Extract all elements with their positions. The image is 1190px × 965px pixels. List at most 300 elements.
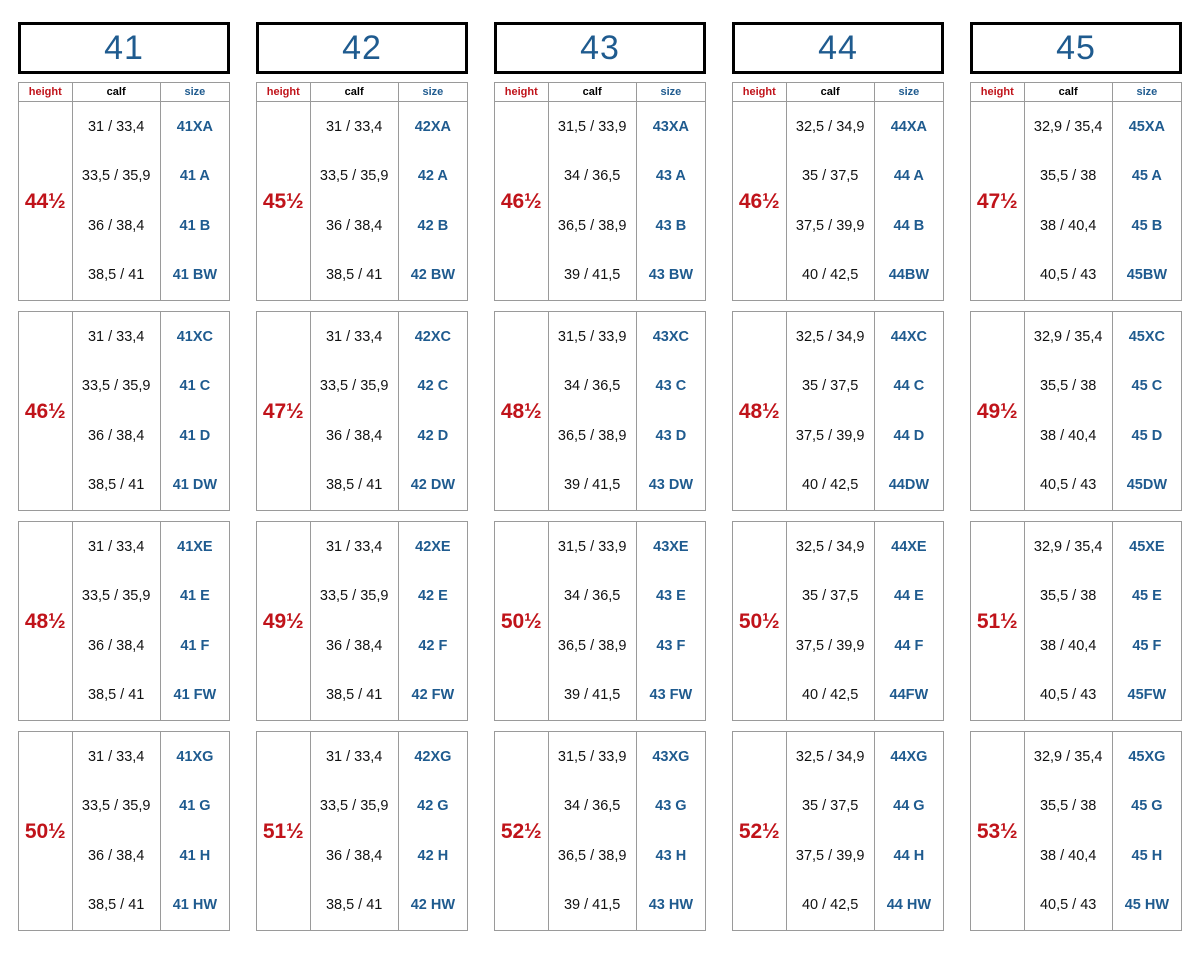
- table-row: [311, 572, 467, 622]
- cell-calf: 33,5 / 35,9: [73, 782, 161, 832]
- size-block: [970, 521, 1182, 721]
- cell-size: 45FW: [1127, 687, 1167, 704]
- cell-size: 43XC: [652, 328, 689, 345]
- table-row: [73, 251, 229, 301]
- table-row: [73, 881, 229, 931]
- size-block: [256, 521, 468, 721]
- cell-calf: 40,5 / 43: [1025, 881, 1113, 931]
- cell-calf: 31 / 33,4: [311, 102, 399, 152]
- block-rows: [787, 102, 943, 300]
- cell-size: 43XE: [653, 538, 689, 555]
- block-rows: [787, 312, 943, 510]
- size-block: [18, 731, 230, 931]
- header-height: height: [495, 83, 549, 101]
- cell-size: 41 HW: [172, 897, 218, 914]
- cell-calf: 34 / 36,5: [549, 152, 637, 202]
- cell-size: 44 H: [893, 847, 925, 864]
- cell-calf: 36 / 38,4: [73, 831, 161, 881]
- block-height-value: 48½: [738, 399, 780, 423]
- cell-calf: 39 / 41,5: [549, 461, 637, 511]
- cell-calf: 36 / 38,4: [311, 831, 399, 881]
- block-height-cell: [971, 522, 1025, 720]
- header-size: size: [898, 86, 920, 98]
- cell-calf: 36 / 38,4: [73, 411, 161, 461]
- cell-size: 44FW: [889, 687, 929, 704]
- block-height-value: 46½: [738, 189, 780, 213]
- cell-calf: 37,5 / 39,9: [787, 201, 875, 251]
- table-row: [549, 522, 705, 572]
- table-row: [1025, 522, 1181, 572]
- block-rows: [549, 102, 705, 300]
- cell-calf: 36,5 / 38,9: [549, 621, 637, 671]
- table-row: [787, 522, 943, 572]
- size-column-43: [494, 22, 706, 931]
- cell-size: 42 DW: [410, 477, 456, 494]
- cell-calf: 35 / 37,5: [787, 362, 875, 412]
- block-height-cell: [257, 102, 311, 300]
- cell-size: 44 D: [893, 427, 925, 444]
- cell-size: 43 G: [655, 798, 687, 815]
- header-height: height: [971, 83, 1025, 101]
- table-row: [787, 251, 943, 301]
- table-row: [1025, 411, 1181, 461]
- table-row: [1025, 572, 1181, 622]
- cell-size: 44 HW: [886, 897, 932, 914]
- block-rows: [311, 522, 467, 720]
- size-block: [256, 101, 468, 301]
- table-row: [549, 201, 705, 251]
- column-header-row: [18, 82, 230, 101]
- cell-calf: 36 / 38,4: [311, 201, 399, 251]
- cell-size: 42 C: [417, 378, 449, 395]
- block-height-cell: [19, 522, 73, 720]
- block-height-value: 49½: [262, 609, 304, 633]
- size-block: [494, 521, 706, 721]
- cell-size: 43 HW: [648, 897, 694, 914]
- header-calf: calf: [73, 83, 161, 101]
- cell-size: 41 A: [179, 168, 210, 185]
- table-row: [1025, 732, 1181, 782]
- block-height-cell: [19, 312, 73, 510]
- size-header-box: [18, 22, 230, 74]
- table-row: [73, 522, 229, 572]
- table-row: [787, 732, 943, 782]
- size-block: [18, 311, 230, 511]
- block-height-cell: [495, 732, 549, 930]
- table-row: [549, 881, 705, 931]
- size-header-label: 44: [818, 29, 858, 67]
- table-row: [549, 671, 705, 721]
- block-height-value: 47½: [976, 189, 1018, 213]
- table-row: [311, 102, 467, 152]
- block-height-value: 52½: [738, 819, 780, 843]
- cell-calf: 35 / 37,5: [787, 782, 875, 832]
- block-height-cell: [495, 102, 549, 300]
- cell-calf: 38 / 40,4: [1025, 411, 1113, 461]
- header-calf: calf: [549, 83, 637, 101]
- cell-size: 42 H: [417, 847, 449, 864]
- cell-size: 42XE: [415, 538, 451, 555]
- size-header-box: [732, 22, 944, 74]
- block-rows: [311, 102, 467, 300]
- block-height-value: 48½: [500, 399, 542, 423]
- size-block: [732, 521, 944, 721]
- cell-size: 45 F: [1132, 637, 1162, 654]
- cell-calf: 31 / 33,4: [73, 732, 161, 782]
- size-column-45: [970, 22, 1182, 931]
- table-row: [73, 621, 229, 671]
- table-row: [1025, 362, 1181, 412]
- cell-calf: 38,5 / 41: [73, 251, 161, 301]
- cell-size: 43XG: [652, 748, 690, 765]
- size-block: [970, 311, 1182, 511]
- size-column-44: [732, 22, 944, 931]
- table-row: [787, 362, 943, 412]
- cell-calf: 36 / 38,4: [311, 411, 399, 461]
- table-row: [787, 572, 943, 622]
- cell-calf: 38,5 / 41: [73, 881, 161, 931]
- table-row: [1025, 461, 1181, 511]
- cell-size: 41 FW: [173, 687, 217, 704]
- size-header-box: [494, 22, 706, 74]
- table-row: [73, 312, 229, 362]
- size-header-label: 41: [104, 29, 144, 67]
- cell-size: 42 BW: [410, 267, 456, 284]
- table-row: [73, 732, 229, 782]
- column-header-row: [732, 82, 944, 101]
- table-row: [1025, 671, 1181, 721]
- cell-size: 45 G: [1131, 798, 1163, 815]
- table-row: [549, 362, 705, 412]
- table-row: [549, 831, 705, 881]
- block-height-cell: [971, 732, 1025, 930]
- block-rows: [73, 102, 229, 300]
- block-rows: [787, 522, 943, 720]
- cell-calf: 31,5 / 33,9: [549, 522, 637, 572]
- table-row: [73, 152, 229, 202]
- size-column-41: [18, 22, 230, 931]
- cell-size: 42 B: [417, 217, 449, 234]
- cell-size: 45 E: [1131, 588, 1162, 605]
- cell-calf: 31 / 33,4: [73, 102, 161, 152]
- header-size: size: [660, 86, 682, 98]
- cell-size: 43 BW: [648, 267, 694, 284]
- block-height-cell: [971, 312, 1025, 510]
- cell-calf: 40,5 / 43: [1025, 251, 1113, 301]
- cell-calf: 40,5 / 43: [1025, 461, 1113, 511]
- cell-calf: 32,5 / 34,9: [787, 732, 875, 782]
- size-block: [732, 731, 944, 931]
- column-header-row: [970, 82, 1182, 101]
- cell-size: 43 A: [655, 168, 686, 185]
- block-height-value: 47½: [262, 399, 304, 423]
- size-column-42: [256, 22, 468, 931]
- cell-calf: 40 / 42,5: [787, 461, 875, 511]
- block-height-cell: [495, 312, 549, 510]
- cell-size: 43 B: [655, 217, 687, 234]
- block-rows: [1025, 312, 1181, 510]
- table-row: [73, 782, 229, 832]
- table-row: [311, 881, 467, 931]
- cell-calf: 40,5 / 43: [1025, 671, 1113, 721]
- cell-calf: 38,5 / 41: [73, 461, 161, 511]
- block-height-value: 52½: [500, 819, 542, 843]
- block-rows: [549, 732, 705, 930]
- block-rows: [1025, 732, 1181, 930]
- cell-calf: 32,5 / 34,9: [787, 522, 875, 572]
- table-row: [311, 782, 467, 832]
- cell-size: 41XC: [176, 328, 213, 345]
- cell-calf: 38,5 / 41: [73, 671, 161, 721]
- cell-size: 45 D: [1131, 427, 1163, 444]
- header-height: height: [733, 83, 787, 101]
- cell-size: 41XA: [176, 118, 213, 135]
- cell-calf: 31,5 / 33,9: [549, 732, 637, 782]
- cell-size: 44 A: [893, 168, 924, 185]
- size-header-box: [970, 22, 1182, 74]
- header-size: size: [1136, 86, 1158, 98]
- size-block: [732, 101, 944, 301]
- table-row: [787, 831, 943, 881]
- block-rows: [73, 732, 229, 930]
- block-rows: [311, 732, 467, 930]
- cell-size: 45 H: [1131, 847, 1163, 864]
- cell-calf: 35 / 37,5: [787, 152, 875, 202]
- table-row: [787, 312, 943, 362]
- cell-calf: 35,5 / 38: [1025, 362, 1113, 412]
- cell-size: 45BW: [1126, 267, 1168, 284]
- block-height-cell: [257, 522, 311, 720]
- cell-size: 44BW: [888, 267, 930, 284]
- cell-calf: 33,5 / 35,9: [311, 572, 399, 622]
- size-block: [970, 731, 1182, 931]
- size-block: [18, 101, 230, 301]
- cell-size: 44 B: [893, 217, 925, 234]
- cell-calf: 36,5 / 38,9: [549, 411, 637, 461]
- header-calf: calf: [311, 83, 399, 101]
- table-row: [73, 671, 229, 721]
- cell-size: 45 HW: [1124, 897, 1170, 914]
- table-row: [1025, 782, 1181, 832]
- table-row: [73, 572, 229, 622]
- size-block: [18, 521, 230, 721]
- cell-calf: 39 / 41,5: [549, 251, 637, 301]
- cell-calf: 31 / 33,4: [311, 522, 399, 572]
- cell-size: 45 C: [1131, 378, 1163, 395]
- cell-size: 45XA: [1128, 118, 1165, 135]
- block-rows: [311, 312, 467, 510]
- header-size: size: [184, 86, 206, 98]
- cell-calf: 33,5 / 35,9: [73, 572, 161, 622]
- block-height-value: 44½: [24, 189, 66, 213]
- cell-size: 41 G: [179, 798, 211, 815]
- cell-calf: 34 / 36,5: [549, 782, 637, 832]
- header-calf: calf: [1025, 83, 1113, 101]
- table-row: [549, 102, 705, 152]
- cell-calf: 32,5 / 34,9: [787, 102, 875, 152]
- cell-calf: 38,5 / 41: [311, 671, 399, 721]
- size-header-label: 43: [580, 29, 620, 67]
- table-row: [787, 102, 943, 152]
- table-row: [549, 152, 705, 202]
- cell-size: 45DW: [1126, 477, 1168, 494]
- size-block: [494, 101, 706, 301]
- table-row: [549, 621, 705, 671]
- table-row: [1025, 152, 1181, 202]
- cell-size: 41 C: [179, 378, 211, 395]
- cell-size: 44DW: [888, 477, 930, 494]
- block-height-value: 45½: [262, 189, 304, 213]
- table-row: [1025, 201, 1181, 251]
- table-row: [73, 461, 229, 511]
- table-row: [549, 251, 705, 301]
- cell-size: 43 H: [655, 847, 687, 864]
- block-height-cell: [971, 102, 1025, 300]
- cell-calf: 38,5 / 41: [311, 881, 399, 931]
- block-rows: [1025, 522, 1181, 720]
- block-height-value: 51½: [262, 819, 304, 843]
- table-row: [1025, 831, 1181, 881]
- cell-calf: 36 / 38,4: [73, 201, 161, 251]
- table-row: [549, 411, 705, 461]
- cell-calf: 33,5 / 35,9: [311, 152, 399, 202]
- cell-calf: 40 / 42,5: [787, 881, 875, 931]
- cell-size: 45 B: [1131, 217, 1163, 234]
- cell-calf: 32,9 / 35,4: [1025, 102, 1113, 152]
- cell-calf: 34 / 36,5: [549, 572, 637, 622]
- cell-calf: 38,5 / 41: [311, 251, 399, 301]
- cell-size: 42XC: [414, 328, 451, 345]
- cell-size: 44 F: [894, 637, 924, 654]
- cell-size: 44 G: [893, 798, 925, 815]
- cell-calf: 35,5 / 38: [1025, 152, 1113, 202]
- table-row: [311, 621, 467, 671]
- cell-size: 42 HW: [410, 897, 456, 914]
- block-height-cell: [733, 312, 787, 510]
- cell-calf: 33,5 / 35,9: [311, 362, 399, 412]
- cell-size: 42 F: [418, 637, 448, 654]
- cell-calf: 35 / 37,5: [787, 572, 875, 622]
- cell-size: 43 D: [655, 427, 687, 444]
- table-row: [1025, 881, 1181, 931]
- table-row: [1025, 312, 1181, 362]
- cell-calf: 31 / 33,4: [73, 522, 161, 572]
- size-columns-container: [18, 22, 1172, 931]
- table-row: [73, 831, 229, 881]
- block-height-cell: [257, 312, 311, 510]
- table-row: [787, 621, 943, 671]
- cell-size: 42 A: [417, 168, 448, 185]
- cell-size: 42 FW: [411, 687, 455, 704]
- cell-size: 44XC: [890, 328, 927, 345]
- size-header-label: 42: [342, 29, 382, 67]
- size-block: [494, 731, 706, 931]
- block-height-value: 51½: [976, 609, 1018, 633]
- column-header-row: [256, 82, 468, 101]
- table-row: [787, 152, 943, 202]
- size-block: [256, 731, 468, 931]
- cell-calf: 37,5 / 39,9: [787, 831, 875, 881]
- cell-size: 43XA: [652, 118, 689, 135]
- table-row: [549, 461, 705, 511]
- block-rows: [787, 732, 943, 930]
- table-row: [311, 362, 467, 412]
- block-height-value: 46½: [500, 189, 542, 213]
- cell-size: 42 E: [417, 588, 448, 605]
- table-row: [1025, 621, 1181, 671]
- header-height: height: [19, 83, 73, 101]
- cell-calf: 31 / 33,4: [311, 732, 399, 782]
- table-row: [73, 362, 229, 412]
- cell-calf: 33,5 / 35,9: [73, 152, 161, 202]
- cell-size: 44 C: [893, 378, 925, 395]
- cell-size: 41 B: [179, 217, 211, 234]
- table-row: [311, 831, 467, 881]
- table-row: [311, 461, 467, 511]
- table-row: [311, 522, 467, 572]
- cell-calf: 38 / 40,4: [1025, 201, 1113, 251]
- table-row: [73, 102, 229, 152]
- cell-size: 43 DW: [648, 477, 694, 494]
- cell-calf: 32,9 / 35,4: [1025, 312, 1113, 362]
- table-row: [549, 782, 705, 832]
- block-height-value: 46½: [24, 399, 66, 423]
- header-size: size: [422, 86, 444, 98]
- block-height-value: 50½: [24, 819, 66, 843]
- block-height-cell: [733, 522, 787, 720]
- header-height: height: [257, 83, 311, 101]
- cell-calf: 36,5 / 38,9: [549, 831, 637, 881]
- cell-calf: 31,5 / 33,9: [549, 312, 637, 362]
- block-height-value: 53½: [976, 819, 1018, 843]
- cell-calf: 38,5 / 41: [311, 461, 399, 511]
- table-row: [311, 201, 467, 251]
- cell-size: 42XG: [414, 748, 452, 765]
- table-row: [1025, 251, 1181, 301]
- cell-size: 41XE: [177, 538, 213, 555]
- cell-calf: 36 / 38,4: [311, 621, 399, 671]
- table-row: [549, 312, 705, 362]
- cell-size: 42XA: [414, 118, 451, 135]
- table-row: [787, 671, 943, 721]
- column-header-row: [494, 82, 706, 101]
- block-height-cell: [733, 732, 787, 930]
- table-row: [73, 411, 229, 461]
- table-row: [787, 881, 943, 931]
- block-rows: [73, 312, 229, 510]
- cell-size: 44XE: [891, 538, 927, 555]
- cell-calf: 32,9 / 35,4: [1025, 732, 1113, 782]
- table-row: [787, 782, 943, 832]
- cell-size: 45XE: [1129, 538, 1165, 555]
- table-row: [787, 201, 943, 251]
- block-height-value: 49½: [976, 399, 1018, 423]
- table-row: [787, 411, 943, 461]
- cell-size: 43 FW: [649, 687, 693, 704]
- table-row: [311, 732, 467, 782]
- table-row: [73, 201, 229, 251]
- cell-size: 44 E: [893, 588, 924, 605]
- block-rows: [73, 522, 229, 720]
- block-height-value: 50½: [500, 609, 542, 633]
- table-row: [787, 461, 943, 511]
- block-height-cell: [495, 522, 549, 720]
- cell-size: 42 G: [417, 798, 449, 815]
- block-rows: [1025, 102, 1181, 300]
- cell-size: 41XG: [176, 748, 214, 765]
- block-rows: [549, 312, 705, 510]
- table-row: [311, 312, 467, 362]
